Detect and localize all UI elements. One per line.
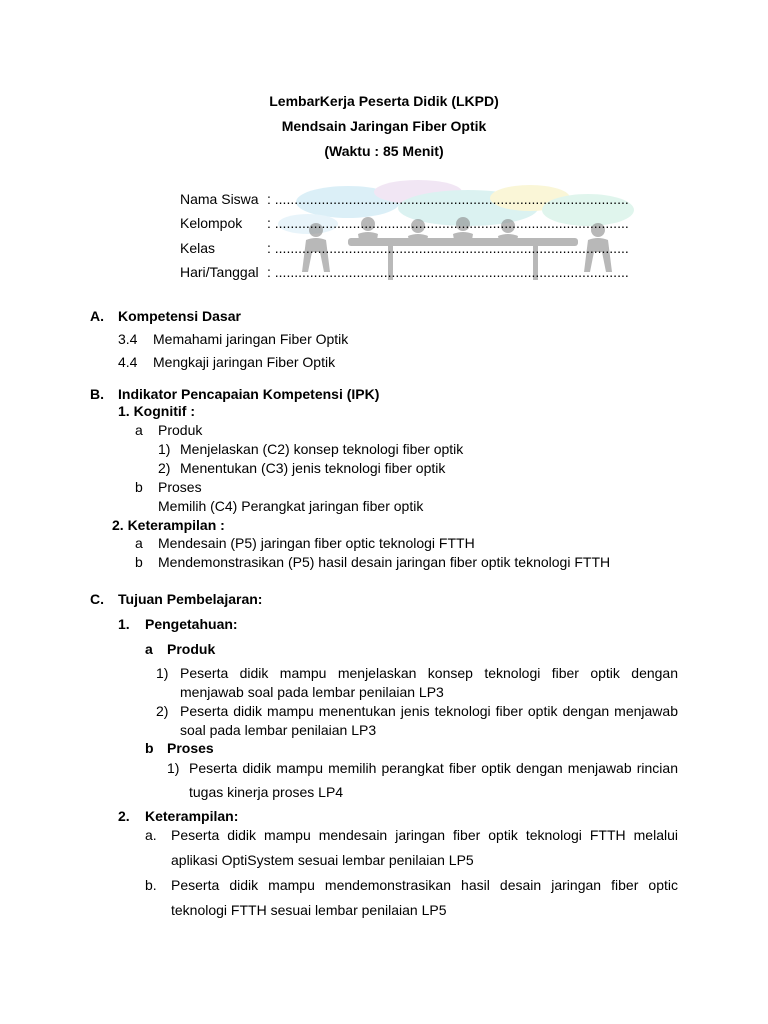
goal-item-line: menjawab soal pada lembar penilaian LP3 (180, 684, 444, 700)
list-marker: 1) (156, 665, 169, 681)
list-marker: 2. (118, 808, 130, 824)
list-marker: a. (145, 827, 157, 843)
ipk-item: Memilih (C4) Perangkat jaringan fiber optik (158, 498, 424, 514)
section-a-title: Kompetensi Dasar (118, 308, 241, 324)
goal-item-line: soal pada lembar penilaian LP3 (180, 722, 377, 738)
kd-number: 4.4 (118, 354, 138, 370)
list-marker: b (135, 479, 143, 495)
list-marker: a (135, 422, 143, 438)
kd-text: Mengkaji jaringan Fiber Optik (153, 354, 336, 370)
list-marker: a (135, 535, 143, 551)
list-marker: 2) (158, 460, 171, 476)
keterampilan-heading: Keterampilan: (145, 808, 239, 824)
section-a-letter: A. (90, 308, 104, 324)
worksheet-title: LembarKerja Peserta Didik (LKPD) (269, 93, 499, 109)
worksheet-duration: (Waktu : 85 Menit) (324, 143, 444, 159)
ipk-item: Menjelaskan (C2) konsep teknologi fiber optik (180, 441, 464, 457)
kognitif-heading: 1. Kognitif : (118, 403, 195, 419)
list-marker: 1) (167, 760, 180, 776)
field-label-hari-tanggal: Hari/Tanggal (180, 264, 259, 280)
kd-number: 3.4 (118, 331, 138, 347)
list-marker: b (135, 554, 143, 570)
produk-heading: Produk (167, 641, 216, 657)
worksheet-subtitle: Mendsain Jaringan Fiber Optik (281, 118, 487, 134)
list-marker: b (145, 740, 154, 756)
keterampilan-heading: 2. Keterampilan : (112, 517, 225, 533)
field-blank-kelompok[interactable]: : ........................................................................................... (267, 215, 629, 231)
section-c-letter: C. (90, 591, 104, 607)
ipk-item: Menentukan (C3) jenis teknologi fiber optik (180, 460, 446, 476)
section-c-title: Tujuan Pembelajaran: (118, 591, 263, 607)
goal-item-line: Peserta didik mampu menentukan jenis teknologi fiber optik dengan menjawab (180, 703, 678, 719)
goal-item-line: Peserta didik mampu memilih perangkat fiber optik dengan menjawab rincian (189, 760, 678, 776)
list-marker: a (145, 641, 153, 657)
kd-text: Memahami jaringan Fiber Optik (153, 331, 349, 347)
field-blank-hari-tanggal[interactable]: : ........................................................................................... (267, 264, 629, 280)
ipk-item: Mendemonstrasikan (P5) hasil desain jaringan fiber optik teknologi FTTH (158, 554, 611, 570)
field-blank-nama[interactable]: : ........................................................................................... (267, 191, 629, 207)
goal-item-line: teknologi FTTH sesuai lembar penilaian LP5 (171, 902, 447, 918)
section-b-title: Indikator Pencapaian Kompetensi (IPK) (118, 386, 380, 402)
proses-heading: Proses (158, 479, 202, 495)
list-marker: 1. (118, 616, 130, 632)
goal-item-line: aplikasi OptiSystem sesuai lembar penilaian LP5 (171, 852, 474, 868)
field-blank-kelas[interactable]: : ........................................................................................... (267, 240, 629, 256)
field-label-kelas: Kelas (180, 240, 216, 256)
goal-item-line: Peserta didik mampu menjelaskan konsep teknologi fiber optik dengan (180, 665, 678, 681)
produk-heading: Produk (158, 422, 203, 438)
field-label-nama: Nama Siswa (180, 191, 259, 207)
proses-heading: Proses (167, 740, 214, 756)
pengetahuan-heading: Pengetahuan: (145, 616, 238, 632)
list-marker: 1) (158, 441, 171, 457)
goal-item-line: Peserta didik mampu mendesain jaringan fiber optik teknologi FTTH melalui (171, 827, 678, 843)
goal-item-line: tugas kinerja proses LP4 (189, 784, 344, 800)
list-marker: b. (145, 877, 157, 893)
field-label-kelompok: Kelompok (180, 215, 243, 231)
section-b-letter: B. (90, 386, 104, 402)
list-marker: 2) (156, 703, 169, 719)
ipk-item: Mendesain (P5) jaringan fiber optic teknologi FTTH (158, 535, 475, 551)
goal-item-line: Peserta didik mampu mendemonstrasikan hasil desain jaringan fiber optic (171, 877, 678, 893)
